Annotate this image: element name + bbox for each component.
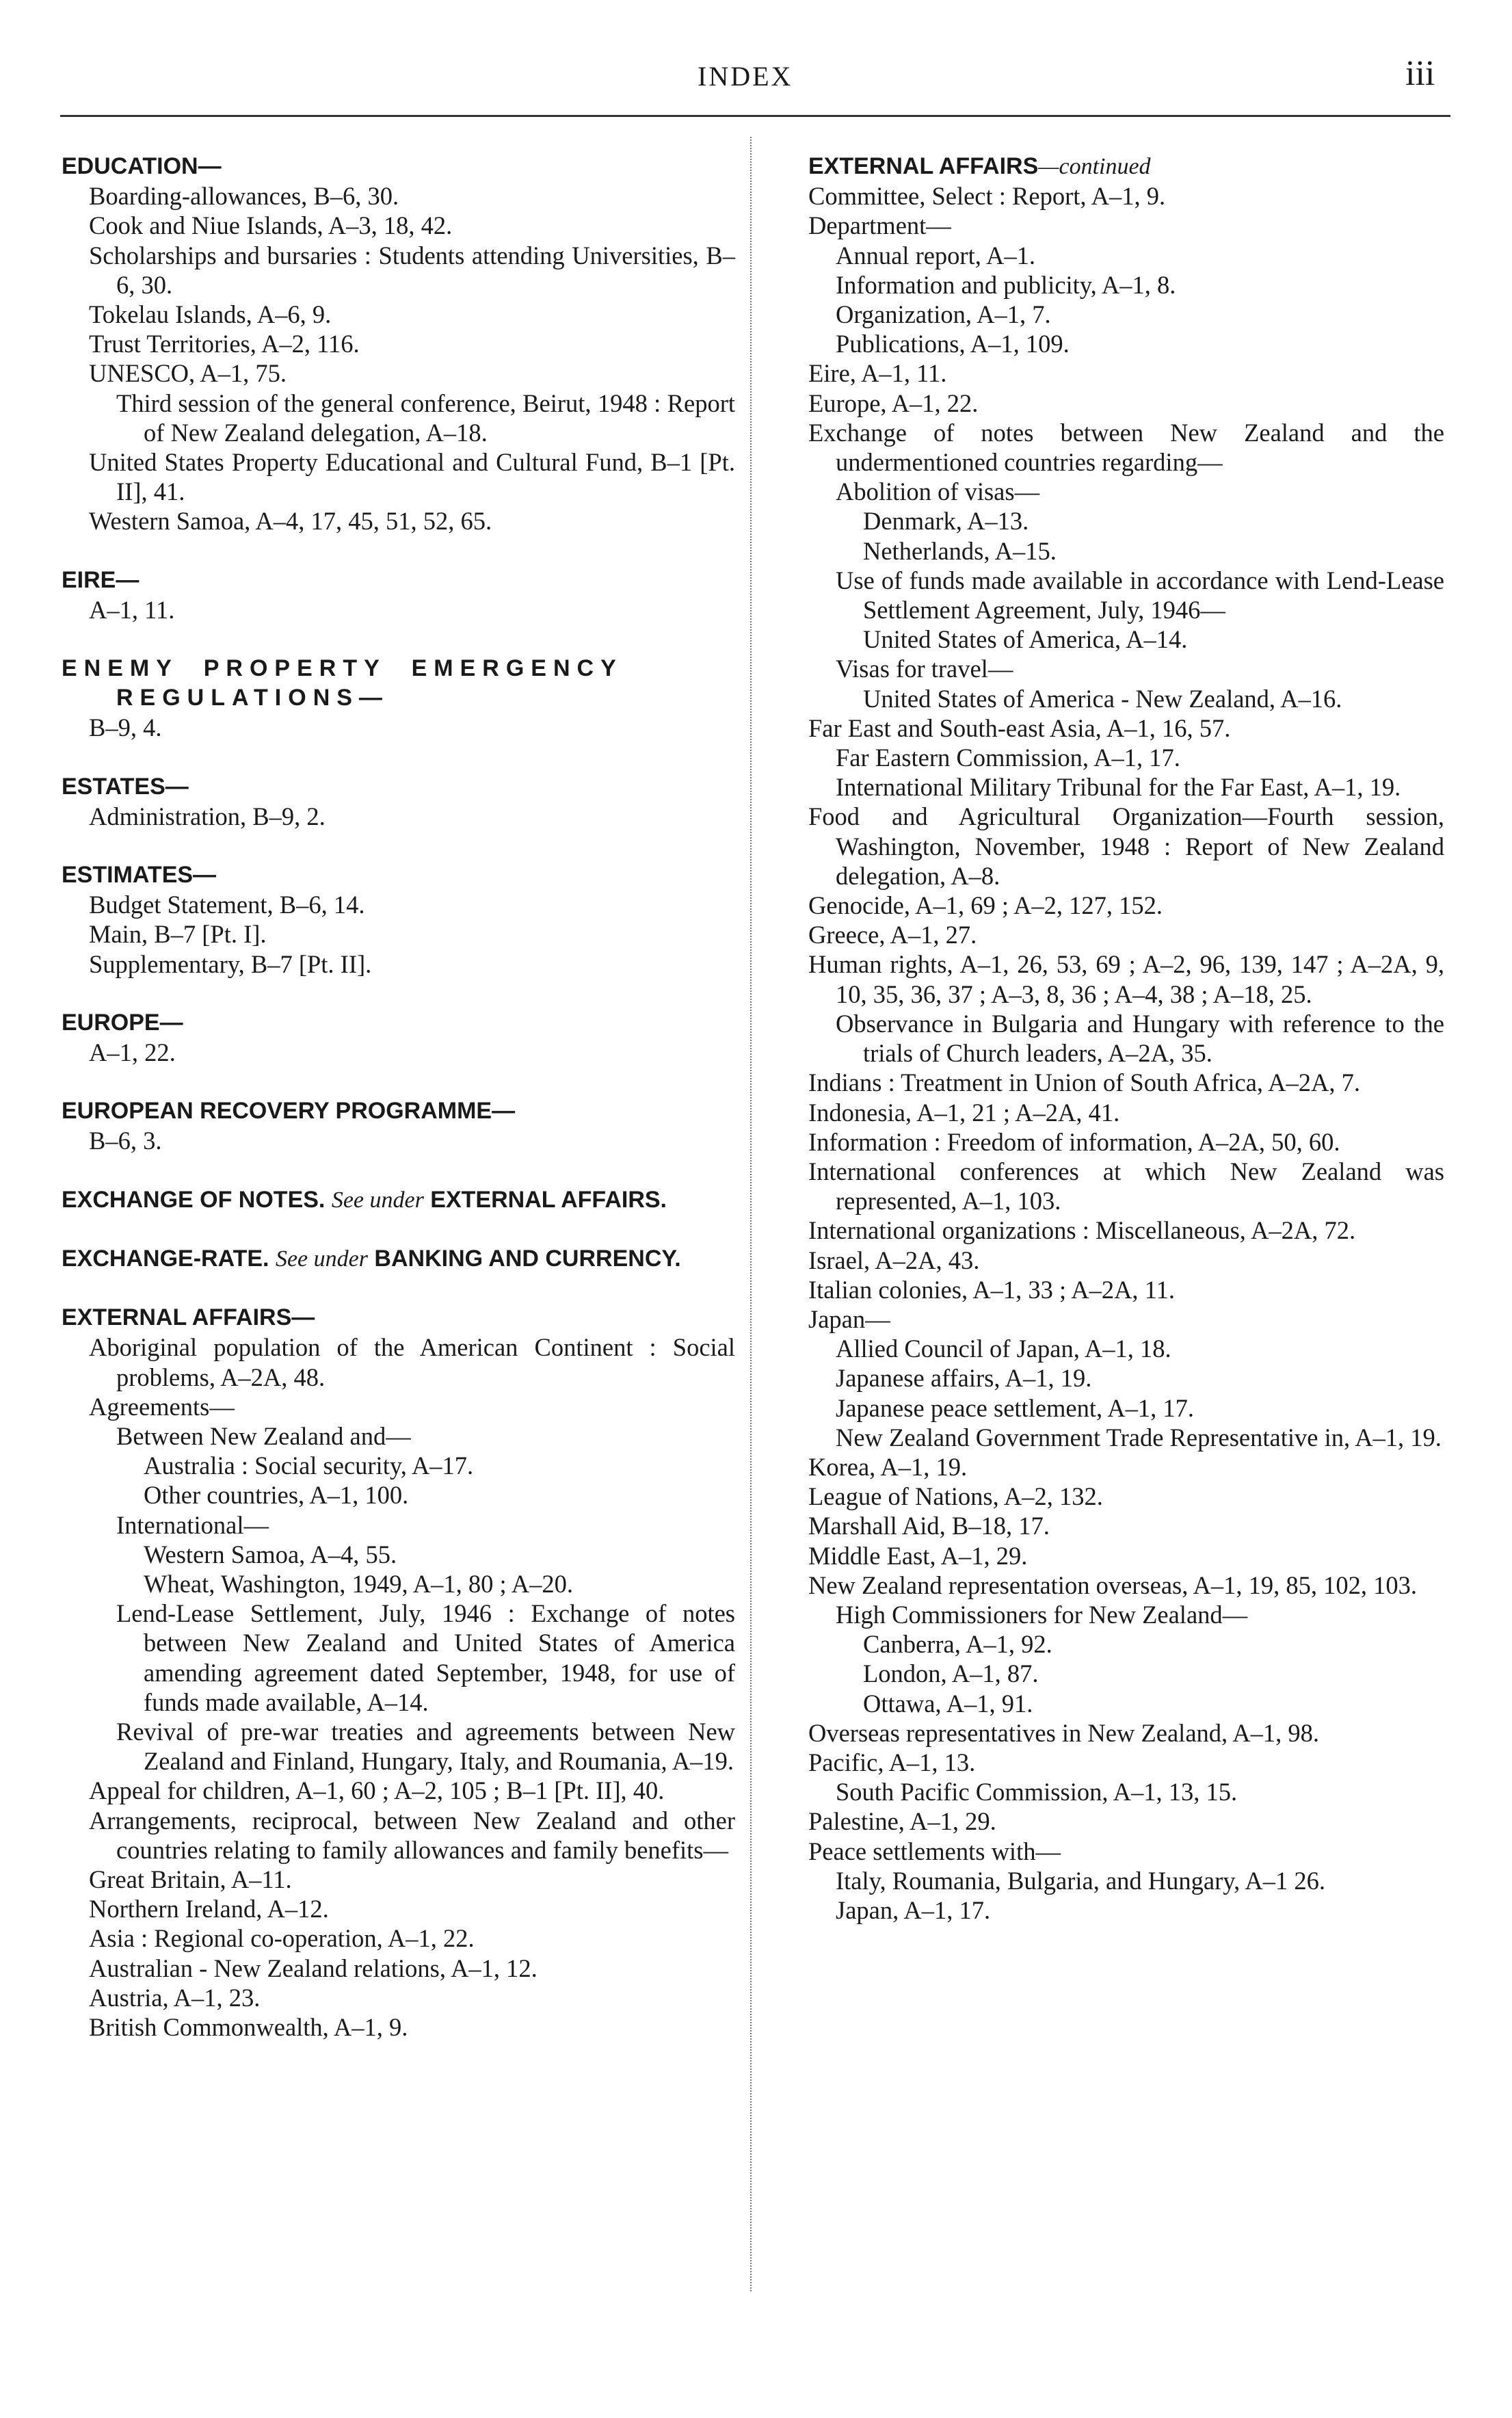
subentry: Japan, A–1, 17. — [836, 1895, 991, 1924]
subentry: Korea, A–1, 19. — [808, 1452, 968, 1481]
subentry: London, A–1, 87. — [863, 1659, 1039, 1688]
subentry: Annual report, A–1. — [836, 241, 1035, 270]
subentry: Marshall Aid, B–18, 17. — [808, 1512, 1050, 1540]
subentry: Committee, Select : Report, A–1, 9. — [808, 182, 1166, 211]
subentry: A–1, 22. — [89, 1038, 176, 1067]
left-column — [62, 152, 735, 2071]
subentry: International conferences at which New Zealand was represented, A–1, 103. — [808, 1157, 1444, 1215]
subentry: Italian colonies, A–1, 33 ; A–2A, 11. — [808, 1275, 1175, 1304]
index-entry-exchange-rate — [62, 1244, 735, 1274]
subentry: Eire, A–1, 11. — [808, 359, 947, 388]
heading-text: EXCHANGE OF NOTES. — [62, 1186, 326, 1213]
subentry: Observance in Bulgaria and Hungary with reference to the trials of Church leaders, A–2A, 35. — [836, 1009, 1444, 1068]
subentry: Lend-Lease Settlement, July, 1946 : Exchange of notes between New Zealand and United States of America amending agreement dated September, 1948, for use of funds made available, A–14. — [116, 1599, 735, 1716]
subentry: Great Britain, A–11. — [89, 1865, 292, 1893]
subentry: League of Nations, A–2, 132. — [808, 1482, 1103, 1511]
heading-text: EXCHANGE-RATE. — [62, 1245, 269, 1272]
heading-text: EXTERNAL AFFAIRS — [808, 153, 1039, 179]
subentry: B–9, 4. — [89, 713, 162, 742]
entry-heading: EIRE— — [62, 566, 140, 593]
subentry: Wheat, Washington, 1949, A–1, 80 ; A–20. — [144, 1569, 574, 1598]
subentry: United States of America, A–14. — [863, 625, 1188, 654]
subentry: Australia : Social security, A–17. — [144, 1451, 474, 1480]
index-entry-exchange-of-notes — [62, 1185, 735, 1215]
subentry: Genocide, A–1, 69 ; A–2, 127, 152. — [808, 891, 1163, 920]
subentry: Publications, A–1, 109. — [836, 330, 1070, 358]
subentry: Information : Freedom of information, A–2A, 50, 60. — [808, 1127, 1340, 1156]
entry-heading: EUROPE— — [62, 1009, 183, 1036]
subentry: Budget Statement, B–6, 14. — [89, 891, 365, 919]
entry-heading-continued — [808, 152, 1444, 181]
subentry: Department— — [808, 211, 951, 240]
subentry: Canberra, A–1, 92. — [863, 1630, 1052, 1659]
subentry: Arrangements, reciprocal, between New Zealand and other countries relating to family allowances and family benefits— — [89, 1806, 735, 1864]
subentry: Other countries, A–1, 100. — [144, 1481, 409, 1510]
subentry: International— — [116, 1510, 269, 1539]
subentry: Abolition of visas— — [836, 477, 1040, 506]
subentry: Overseas representatives in New Zealand, A–1, 98. — [808, 1718, 1319, 1747]
subentry: High Commissioners for New Zealand— — [836, 1600, 1248, 1629]
entry-heading: ENEMY PROPERTY EMERGENCY REGULATIONS— — [62, 655, 623, 711]
subentry: Revival of pre-war treaties and agreements between New Zealand and Finland, Hungary, Italy, and Roumania, A–19. — [116, 1717, 735, 1776]
subentry: Indians : Treatment in Union of South Africa, A–2A, 7. — [808, 1068, 1361, 1097]
subentry: B–6, 3. — [89, 1127, 162, 1155]
subentry: Palestine, A–1, 29. — [808, 1807, 996, 1836]
subentry: Exchange of notes between New Zealand and the undermentioned countries regarding— — [808, 418, 1444, 477]
subentry: Western Samoa, A–4, 17, 45, 51, 52, 65. — [89, 507, 492, 536]
subentry: Cook and Niue Islands, A–3, 18, 42. — [89, 211, 453, 240]
right-column — [808, 152, 1444, 1925]
subentry: New Zealand Government Trade Representative in, A–1, 19. — [836, 1423, 1442, 1451]
entry-heading: ESTATES— — [62, 773, 189, 800]
subentry: Main, B–7 [Pt. I]. — [89, 920, 267, 949]
subentry: Western Samoa, A–4, 55. — [144, 1540, 397, 1568]
entry-heading: EUROPEAN RECOVERY PROGRAMME— — [62, 1098, 516, 1125]
see-target: EXTERNAL AFFAIRS. — [430, 1186, 667, 1213]
subentry: Japan— — [808, 1304, 890, 1333]
subentry: Agreements— — [89, 1392, 235, 1421]
see-target: BANKING AND CURRENCY. — [374, 1245, 681, 1272]
subentry: Organization, A–1, 7. — [836, 300, 1051, 329]
subentry: Aboriginal population of the American Continent : Social problems, A–2A, 48. — [89, 1333, 735, 1391]
see-reference: See under — [331, 1187, 424, 1213]
index-entry-european-recovery — [62, 1096, 735, 1155]
subentry: Supplementary, B–7 [Pt. II]. — [89, 949, 372, 978]
subentry: Administration, B–9, 2. — [89, 802, 326, 830]
subentry: Indonesia, A–1, 21 ; A–2A, 41. — [808, 1098, 1120, 1127]
subentry: Tokelau Islands, A–6, 9. — [89, 300, 332, 329]
index-entry-education — [62, 152, 735, 536]
subentry: Denmark, A–13. — [863, 507, 1029, 536]
subentry: Israel, A–2A, 43. — [808, 1246, 980, 1274]
subentry: Northern Ireland, A–12. — [89, 1895, 329, 1923]
entry-heading: EXTERNAL AFFAIRS— — [62, 1304, 315, 1331]
subentry: Pacific, A–1, 13. — [808, 1748, 976, 1776]
subentry: British Commonwealth, A–1, 9. — [89, 2012, 408, 2041]
index-entry-eire — [62, 566, 735, 625]
subentry: Italy, Roumania, Bulgaria, and Hungary, A–1 26. — [836, 1866, 1325, 1895]
header-rule — [60, 115, 1450, 117]
entry-heading — [62, 1244, 735, 1274]
index-entry-estates — [62, 772, 735, 831]
subentry: United States of America - New Zealand, A–16. — [863, 684, 1342, 713]
subentry: Visas for travel— — [836, 655, 1013, 683]
subentry: Australian - New Zealand relations, A–1, 12. — [89, 1954, 538, 1982]
subentry: Greece, A–1, 27. — [808, 921, 977, 949]
running-head: INDEX — [698, 61, 793, 92]
subentry: International Military Tribunal for the Far East, A–1, 19. — [836, 773, 1401, 802]
subentry: Asia : Regional co-operation, A–1, 22. — [89, 1924, 475, 1953]
subentry: Information and publicity, A–1, 8. — [836, 270, 1176, 299]
subentry: Far East and South-east Asia, A–1, 16, 57. — [808, 713, 1231, 742]
subentry: Allied Council of Japan, A–1, 18. — [836, 1335, 1171, 1363]
entry-heading — [62, 1185, 735, 1215]
continued-label: —continued — [1038, 154, 1151, 179]
subentry: Trust Territories, A–2, 116. — [89, 330, 360, 358]
subentry: Appeal for children, A–1, 60 ; A–2, 105 ; B–1 [Pt. II], 40. — [89, 1776, 665, 1805]
index-entry-europe — [62, 1008, 735, 1067]
see-reference: See under — [275, 1246, 368, 1272]
subentry: South Pacific Commission, A–1, 13, 15. — [836, 1778, 1238, 1806]
subentry: Human rights, A–1, 26, 53, 69 ; A–2, 96, 139, 147 ; A–2A, 9, 10, 35, 36, 37 ; A–3, 8, 36 ; A–4, 38 ; A–18, 25. — [808, 950, 1444, 1008]
entry-heading: EDUCATION— — [62, 153, 222, 179]
subentry: Far Eastern Commission, A–1, 17. — [836, 744, 1180, 772]
subentry: Europe, A–1, 22. — [808, 389, 979, 417]
subentry: Food and Agricultural Organization—Fourth session, Washington, November, 1948 : Report of New Zealand delegation, A–8. — [808, 802, 1444, 890]
subentry: Third session of the general conference, Beirut, 1948 : Report of New Zealand delegation, A–18. — [116, 389, 735, 447]
subentry: Peace settlements with— — [808, 1837, 1061, 1865]
subentry: Use of funds made available in accordance with Lend-Lease Settlement Agreement, July, 1946— — [836, 566, 1444, 625]
index-entry-external-affairs — [62, 1303, 735, 2042]
subentry: Japanese peace settlement, A–1, 17. — [836, 1393, 1194, 1422]
index-entry-enemy-property — [62, 654, 735, 743]
subentry: Boarding-allowances, B–6, 30. — [89, 182, 399, 211]
subentry: Between New Zealand and— — [116, 1421, 411, 1450]
subentry: UNESCO, A–1, 75. — [89, 359, 287, 388]
subentry: Netherlands, A–15. — [863, 536, 1057, 565]
entry-heading: ESTIMATES— — [62, 862, 217, 889]
subentry: A–1, 11. — [89, 595, 175, 624]
subentry: Scholarships and bursaries : Students attending Universities, B–6, 30. — [89, 241, 735, 299]
page-header — [0, 0, 1512, 120]
subentry: Ottawa, A–1, 91. — [863, 1689, 1033, 1718]
subentry: Japanese affairs, A–1, 19. — [836, 1364, 1092, 1393]
subentry: International organizations : Miscellaneous, A–2A, 72. — [808, 1216, 1356, 1245]
page-number: iii — [1405, 54, 1435, 93]
subentry: United States Property Educational and Cultural Fund, B–1 [Pt. II], 41. — [89, 448, 735, 506]
subentry: Middle East, A–1, 29. — [808, 1541, 1028, 1570]
column-divider — [750, 137, 752, 2291]
subentry: Austria, A–1, 23. — [89, 1983, 261, 2012]
subentry: New Zealand representation overseas, A–1, 19, 85, 102, 103. — [808, 1571, 1417, 1599]
index-entry-estimates — [62, 860, 735, 979]
